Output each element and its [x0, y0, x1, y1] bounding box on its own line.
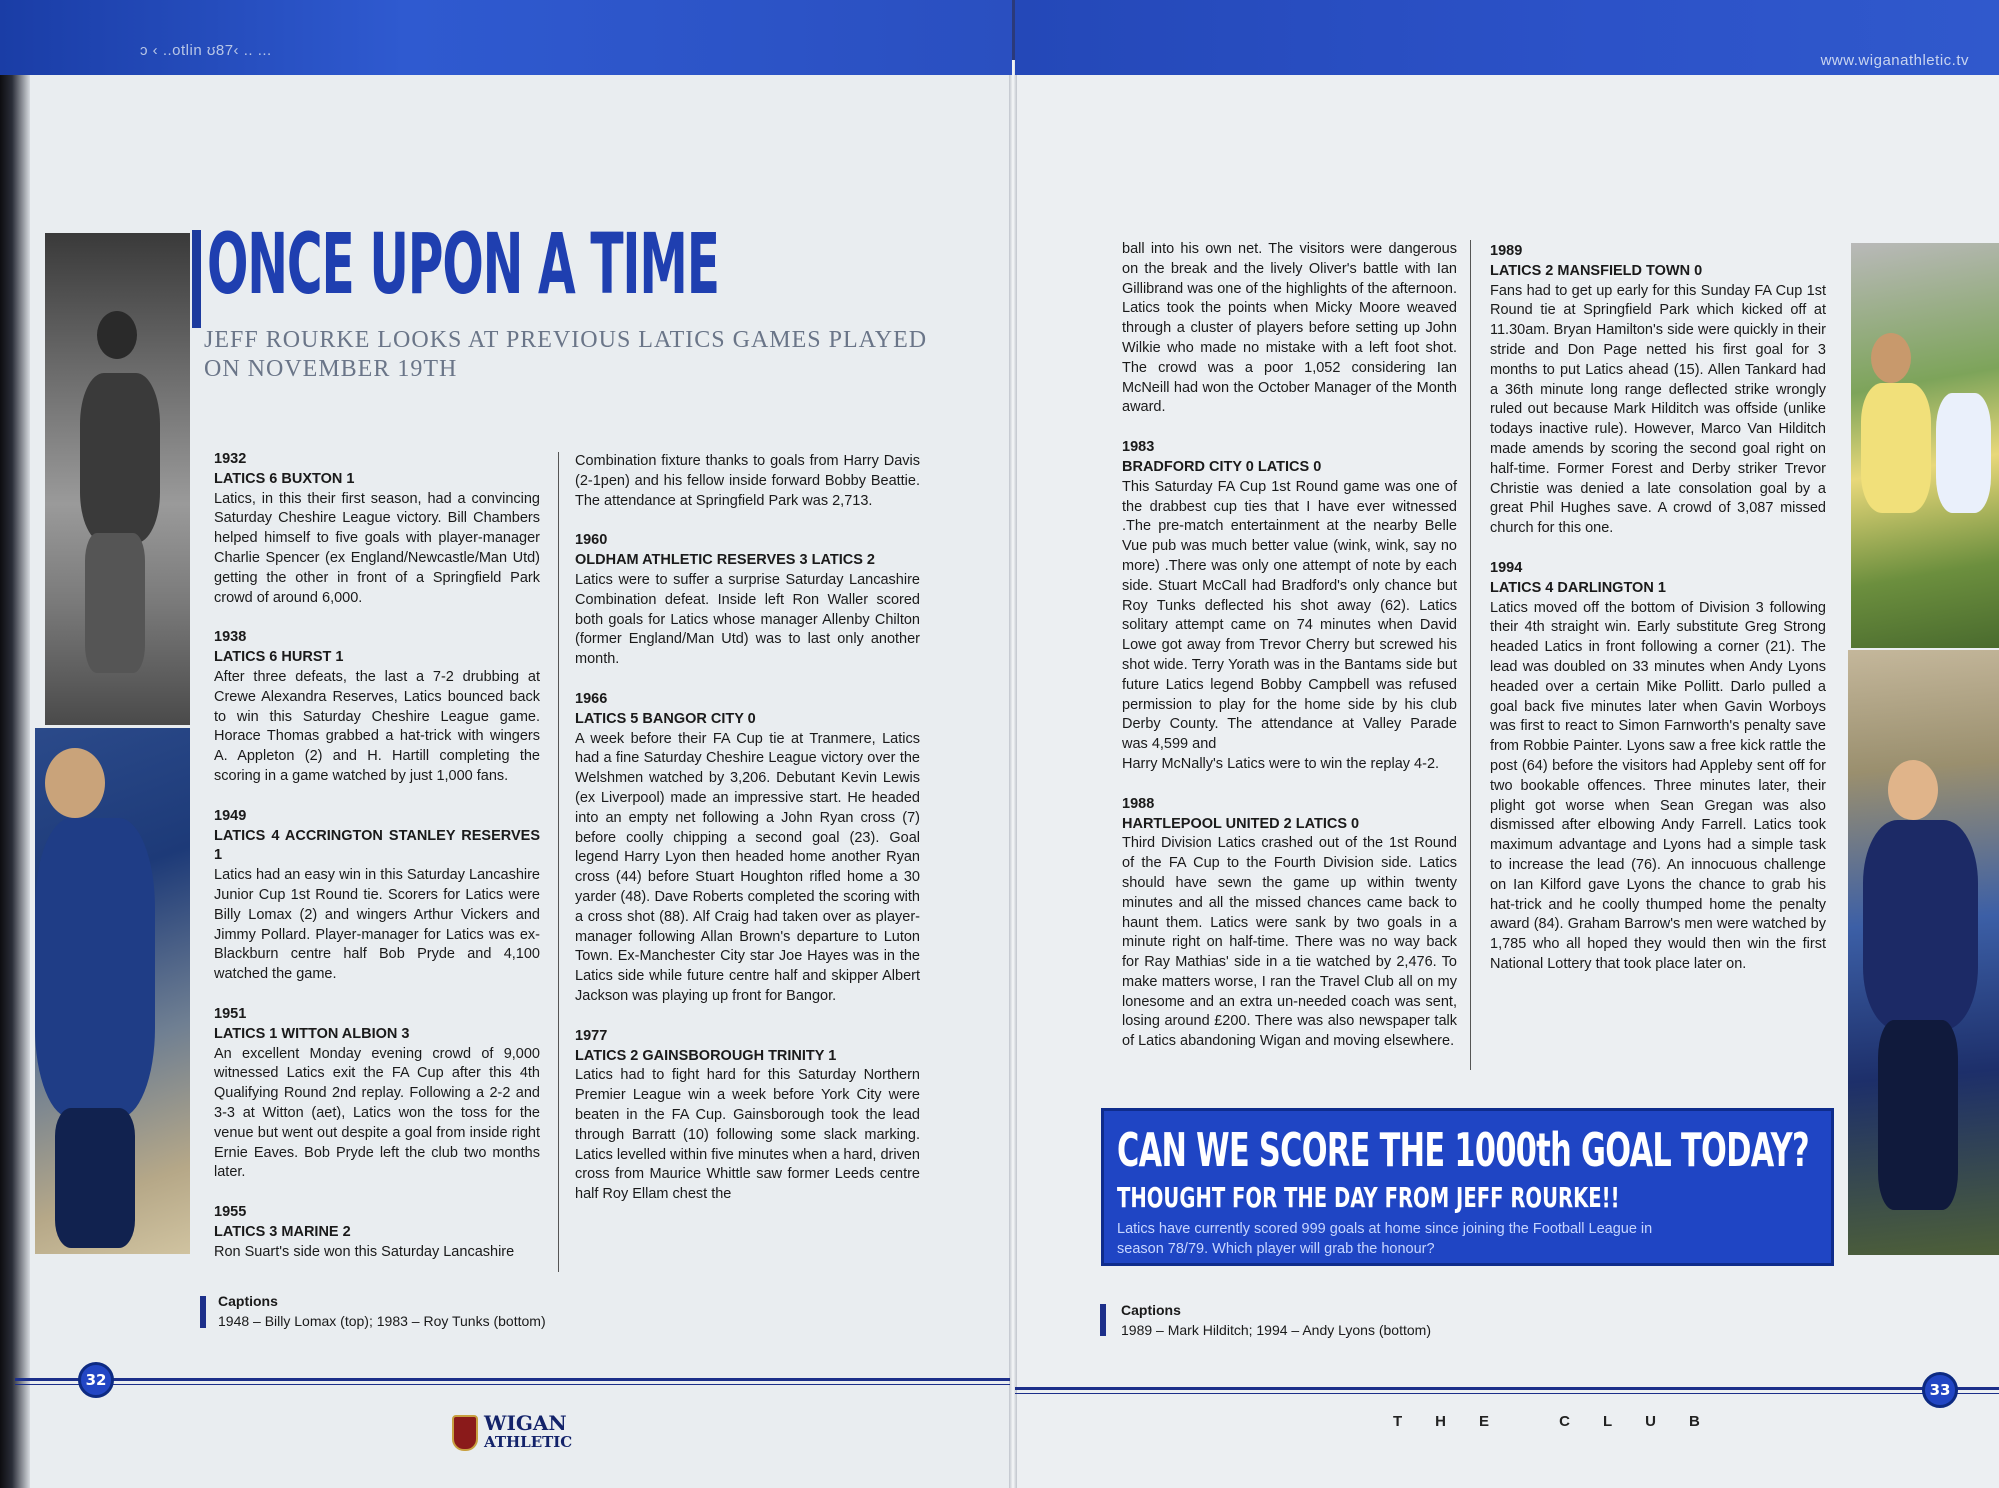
entry-year: 1989	[1490, 243, 1523, 259]
photo-andy-lyons	[1848, 650, 1999, 1255]
entry-year: 1988	[1122, 795, 1155, 812]
entry-result: LATICS 2 GAINSBOROUGH TRINITY 1	[575, 1047, 837, 1064]
entry-text: Latics moved off the bottom of Division 3 following their 4th straight win. Early substitute Greg Strong headed Latics in front following a corner (21). The lead was doubled on 33 minutes when Andy Lyons headed over a certain Mike Pollitt. Darlo pulled a goal back five minutes later when Gavin Worboys was first to react to Simon Farnworth's penalty save from Robbie Painter. Lyons saw a free kick rattle the post (64) before the visitors had Appleby sent off for two bookable offences. Three minutes later, their plight got worse when Sean Gregan was also dismissed after elbowing Andy Farrell. Latics took maximum advantage and Lyons had a simple task to increase the lead (76). An innocuous challenge on Ian Kilford gave Lyons the chance to grab his hat-trick and he coolly thumped home the penalty award (84). Graham Barrow's men were watched by 1,785 who all hoped they would then win the first National Lottery that took place later on.	[1490, 599, 1826, 972]
photo-billy-lomax	[45, 233, 190, 725]
entry-text: Third Division Latics crashed out of the 1st Round of the FA Cup to the Fourth Division side. Latics should have sewn the game up within twenty minutes and all the missed chances came back to haunt them. Latics were sank by two goals in a minute right on half-time. There was no way back for Ray Mathias' side in a tie watched by 2,476. To make matters worse, I ran the Travel Club all on my lonesome and an extra un-needed coach was sent, losing around £200. There was also newspaper talk of Latics abandoning Wigan and moving elsewhere.	[1122, 835, 1457, 1050]
entry-result: LATICS 4 ACCRINGTON STANLEY RESERVES 1	[214, 827, 540, 864]
entry-result: LATICS 6 HURST 1	[214, 649, 344, 666]
entry-text: An excellent Monday evening crowd of 9,000 witnessed Latics exit the FA Cup after this 4th Qualifying Round 2nd replay. Following a 2-2 and 3-3 at Witton (aet), Latics won the toss for the venue but went out despite a goal from inside right Ernie Eaves. Bob Pryde left the club two months later.	[214, 1045, 540, 1181]
promo-headline: CAN WE SCORE THE 1000th GOAL TODAY?	[1117, 1123, 1809, 1177]
entry-result: LATICS 6 BUXTON 1	[214, 470, 355, 487]
photo-roy-tunks	[35, 728, 190, 1254]
caption-accent-bar	[1100, 1304, 1106, 1336]
footer-rule	[15, 1384, 1010, 1385]
column-rule	[558, 452, 559, 1272]
top-band-right	[1015, 0, 1999, 75]
entry-year: 1994	[1490, 559, 1523, 576]
entry-year: 1983	[1122, 439, 1155, 456]
page-number-right: 33	[1922, 1372, 1958, 1408]
entry-text: Latics were to suffer a surprise Saturday Lancashire Combination defeat. Inside left Ron Waller scored both goals for Latics whose manager Allenby Chilton (former England/Man Utd) was to last only another month.	[575, 571, 920, 668]
entry-text: Latics, in this their first season, had a convincing Saturday Cheshire League victory. Bill Chambers helped himself to five goals with player-manager Charlie Spencer (ex England/Newcastle/Man Utd) getting the other in front of a Springfield Park crowd of around 6,000.	[214, 490, 540, 606]
entry-result: LATICS 3 MARINE 2	[214, 1223, 351, 1240]
footer-rule	[1015, 1393, 1999, 1394]
entry-year: 1977	[575, 1027, 608, 1044]
club-logo	[452, 1413, 572, 1457]
entry-result: OLDHAM ATHLETIC RESERVES 3 LATICS 2	[575, 552, 875, 569]
footer-rule	[15, 1378, 1010, 1381]
binding-edge	[0, 60, 30, 1488]
entry-year: 1932	[214, 451, 247, 467]
caption-text: 1989 – Mark Hilditch; 1994 – Andy Lyons (bottom)	[1121, 1322, 1431, 1338]
column-rule	[1470, 240, 1471, 1070]
crest-icon	[452, 1415, 478, 1451]
entry-text-extra: Harry McNally's Latics were to win the replay 4-2.	[1122, 755, 1440, 772]
logo-line-1: WIGAN	[484, 1411, 567, 1435]
entry-text: Latics had to fight hard for this Saturday Northern Premier League win a week before York City were beaten in the FA Cup. Gainsborough took the lead through Barratt (10) following some slack marking. Latics levelled within five minutes when a hard, driven cross from Maurice Whittle saw former Leeds centre half Roy Ellam chest the	[575, 1067, 920, 1203]
caption-right	[1121, 1300, 1431, 1340]
promo-subhead: THOUGHT FOR THE DAY FROM JEFF ROURKE!!	[1117, 1181, 1620, 1214]
column-right-2	[1490, 242, 1826, 975]
entry-result: LATICS 2 MANSFIELD TOWN 0	[1490, 262, 1703, 279]
entry-result: BRADFORD CITY 0 LATICS 0	[1122, 458, 1322, 475]
title-accent-bar	[192, 230, 201, 328]
caption-left	[218, 1291, 546, 1331]
caption-label: Captions	[1121, 1302, 1181, 1318]
column-right-1	[1122, 240, 1457, 1052]
entry-text: Fans had to get up early for this Sunday FA Cup 1st Round tie at Springfield Park which kicked off at 11.30am. Bryan Hamilton's side were quickly in their stride and Don Page netted his first goal for 3 months to put Latics ahead (15). Allen Tankard had a 36th minute long range deflected strike wrongly ruled out because Mark Hilditch was offside (unlike todays inactive rule). However, Marco Van Hilditch made amends by scoring the second goal right on half-time. Former Forest and Derby striker Trevor Christie was denied a late consolation goal by a great Phil Hughes save. A crowd of 3,087 missed church for this one.	[1490, 282, 1826, 537]
entry-text: After three defeats, the last a 7-2 drubbing at Crewe Alexandra Reserves, Latics bounced back to win this Saturday Cheshire League game. Horace Thomas grabbed a hat-trick with wingers A. Appleton (2) and H. Hartill completing the scoring in a game watched by just 1,000 fans.	[214, 668, 540, 784]
column-left-1	[214, 450, 540, 1262]
entry-result: LATICS 4 DARLINGTON 1	[1490, 579, 1666, 596]
entry-year: 1951	[214, 1005, 247, 1022]
column-left-2	[575, 452, 920, 1205]
entry-result: HARTLEPOOL UNITED 2 LATICS 0	[1122, 815, 1360, 832]
article-subtitle: JEFF ROURKE LOOKS AT PREVIOUS LATICS GAMES PLAYED ON NOVEMBER 19TH	[204, 327, 928, 382]
entry-text-continued: ball into his own net. The visitors were dangerous on the break and the lively Oliver's battle with Ian Gillibrand was one of the highlights of the afternoon. Latics took the points when Micky Moore weaved through a cluster of players before setting up John Wilkie who made no mistake with a left foot shot. The crowd was a poor 1,052 considering Ian McNeill had won the October Manager of the Month award.	[1122, 241, 1457, 416]
logo-line-2: ATHLETIC	[484, 1433, 573, 1451]
header-fragment: ɔ ‹ ..otlin ʊ87‹ .. ...	[140, 42, 272, 59]
page-number-left: 32	[78, 1362, 114, 1398]
entry-year: 1960	[575, 532, 608, 549]
promo-body: Latics have currently scored 999 goals at home since joining the Football League in season 78/79. Which player will grab the honour?	[1117, 1221, 1653, 1257]
section-label: THE CLUB	[1393, 1413, 1733, 1430]
article-title: ONCE UPON A TIME	[207, 215, 719, 313]
entry-year: 1938	[214, 629, 247, 646]
caption-label: Captions	[218, 1293, 278, 1309]
logo-text	[484, 1411, 573, 1451]
entry-text: This Saturday FA Cup 1st Round game was one of the drabbest cup ties that I have ever witnessed .The pre-match entertainment at the nearby Belle Vue pub was much better value (wink, wink, say no more) .There was only one attempt of note by each side. Stuart McCall had Bradford's only chance but Roy Tunks deflected his shot away (62). Latics solitary attempt came on 74 minutes when David Lowe got away from Trevor Cherry but screwed his shot wide. Terry Yorath was in the Bantams side but future Latics legend Bobby Campbell was refused permission to play for the home side by his club Derby County. The attendance at Valley Parade was 4,599 and	[1122, 478, 1457, 753]
entry-year: 1966	[575, 690, 608, 707]
entry-text: A week before their FA Cup tie at Tranmere, Latics had a fine Saturday Cheshire League victory over the Welshmen watched by 3,206. Debutant Kevin Lewis (ex Liverpool) made an impressive start. He headed into an empty net following a John Ryan cross (7) before coolly chipping a second goal (23). Goal legend Harry Lyon then headed home another Ryan cross (44) before Stuart Houghton rifled home a 30 yarder (48). Dave Roberts completed the scoring with a cross shot (88). Alf Craig had taken over as player-manager following Allan Brown's departure to Luton Town. Ex-Manchester City star Joe Hayes was in the Latics side while future centre half and skipper Albert Jackson was playing up front for Bangor.	[575, 730, 920, 1004]
caption-accent-bar	[200, 1296, 206, 1328]
entry-result: LATICS 5 BANGOR CITY 0	[575, 710, 756, 727]
entry-text: Ron Suart's side won this Saturday Lancashire	[214, 1243, 515, 1260]
footer-rule	[1015, 1387, 1999, 1390]
entry-year: 1949	[214, 807, 247, 824]
caption-text: 1948 – Billy Lomax (top); 1983 – Roy Tunks (bottom)	[218, 1313, 546, 1329]
top-band-left	[0, 0, 1012, 75]
website-url: www.wiganathletic.tv	[1820, 52, 1969, 69]
page-spine	[1009, 60, 1017, 1488]
promo-box	[1101, 1108, 1834, 1266]
photo-mark-hilditch	[1851, 243, 1999, 648]
entry-year: 1955	[214, 1204, 247, 1221]
entry-result: LATICS 1 WITTON ALBION 3	[214, 1025, 410, 1042]
entry-text-continued: Combination fixture thanks to goals from Harry Davis (2-1pen) and his fellow inside forward Bobby Beattie. The attendance at Springfield Park was 2,713.	[575, 453, 920, 509]
entry-text: Latics had an easy win in this Saturday Lancashire Junior Cup 1st Round tie. Scorers for Latics were Billy Lomax (2) and wingers Arthur Vickers and Jimmy Pollard. Player-manager for Latics was ex- Blackburn centre half Bob Pryde and 4,100 watched the game.	[214, 867, 540, 983]
